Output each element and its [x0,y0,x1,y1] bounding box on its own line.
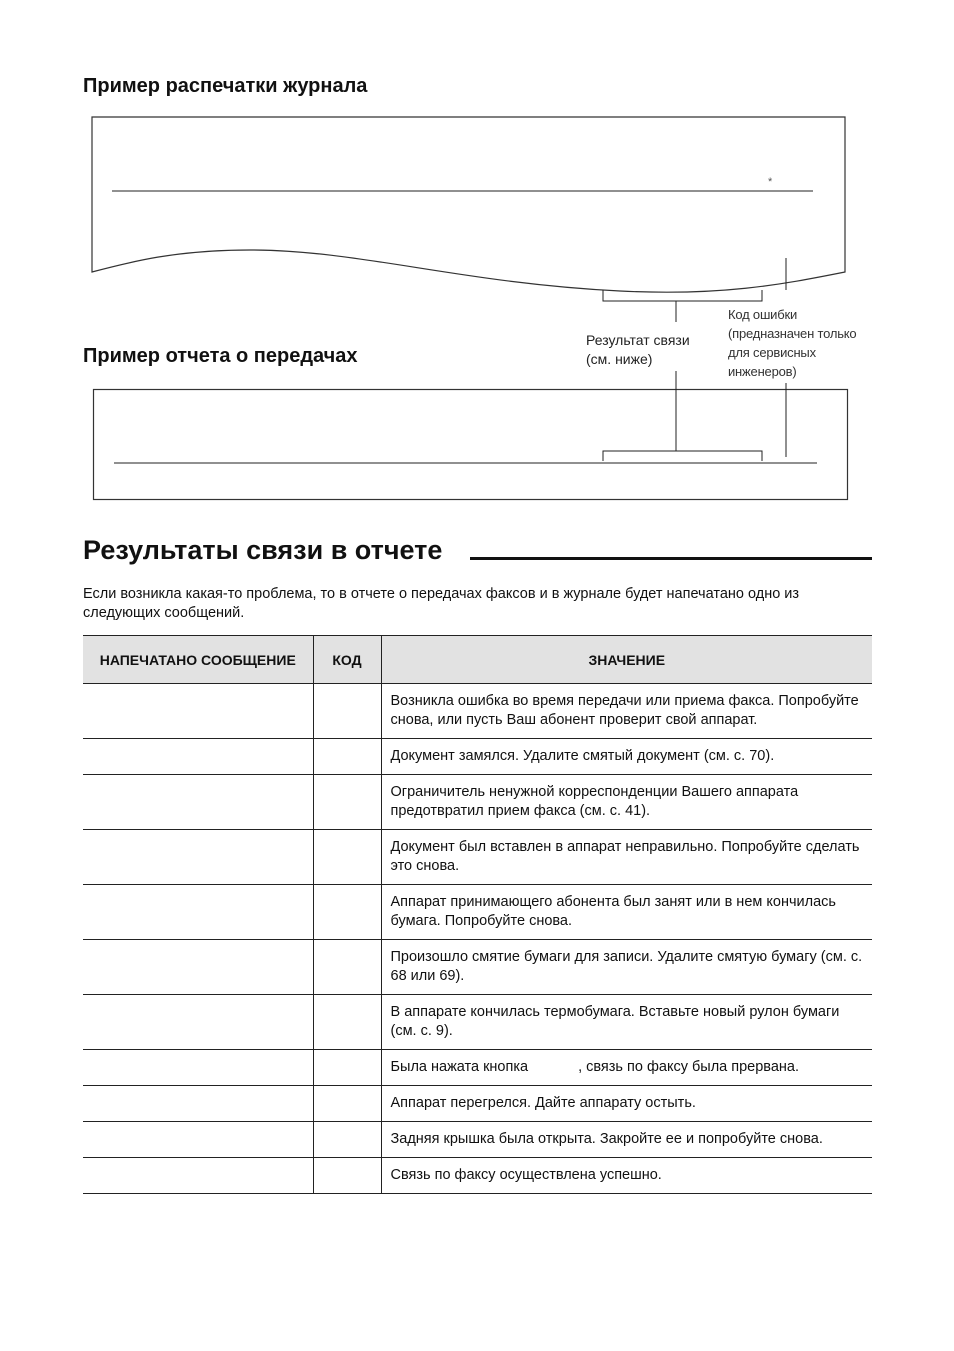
error-code-line-3: для сервисных [728,345,816,360]
meaning-cell: Ограничитель ненужной корреспонденции Вашего аппарата предотвратил прием факса (см. с. 41). [381,775,872,830]
code-cell [313,1122,381,1158]
message-cell [83,739,313,775]
table-row [83,1086,872,1122]
message-cell [83,1050,313,1086]
error-code-line-2: (предназначен только [728,326,857,341]
message-cell [83,885,313,940]
error-code-asterisk: * [768,176,773,188]
journal-paper [92,117,845,292]
code-cell [313,1050,381,1086]
error-code-callout [728,305,856,381]
results-intro: Если возникла какая-то проблема, то в отчете о передачах факсов и в журнале будет напечатано одно из следующих сообщений. [83,586,800,621]
table-row [83,1050,872,1086]
comm-result-line-2: (см. ниже) [586,351,653,367]
code-cell [313,1158,381,1194]
comm-result-callout [586,331,690,369]
table-row [83,995,872,1050]
error-code-line-4: инженеров) [728,364,797,379]
code-cell [313,1086,381,1122]
meaning-cell: Возникла ошибка во время передачи или приема факса. Попробуйте снова, или пусть Ваш абонент проверит свой аппарат. [381,684,872,739]
report-illustrations [0,0,954,520]
table-row [83,684,872,739]
message-cell [83,1086,313,1122]
meaning-cell: Аппарат перегрелся. Дайте аппарату остыть. [381,1086,872,1122]
transmission-example-title: Пример отчета о передачах [83,345,358,367]
table-row [83,1122,872,1158]
message-cell [83,775,313,830]
table-row [83,775,872,830]
table-row [83,885,872,940]
journal-example-title: Пример распечатки журнала [83,75,368,97]
results-table [83,635,872,1194]
code-cell [313,830,381,885]
comm-result-line-1: Результат связи [586,332,690,348]
code-cell [313,775,381,830]
meaning-cell: Связь по факсу осуществлена успешно. [381,1158,872,1194]
table-row [83,940,872,995]
meaning-cell: Произошло смятие бумаги для записи. Удалите смятую бумагу (см. с. 68 или 69). [381,940,872,995]
meaning-before-key: Была нажата кнопка [390,1059,529,1075]
table-row [83,830,872,885]
results-heading: Результаты связи в отчете [83,535,443,565]
code-cell [313,940,381,995]
message-cell [83,1122,313,1158]
meaning-cell: Задняя крышка была открыта. Закройте ее и попробуйте снова. [381,1122,872,1158]
meaning-cell: В аппарате кончилась термобумага. Вставьте новый рулон бумаги (см. с. 9). [381,995,872,1050]
message-cell [83,995,313,1050]
message-cell [83,830,313,885]
meaning-after-key: , связь по факсу была прервана. [578,1059,800,1075]
meaning-cell [381,1050,872,1086]
error-code-line-1: Код ошибки [728,307,798,322]
message-cell [83,684,313,739]
header-meaning: ЗНАЧЕНИЕ [381,636,872,684]
heading-rule [470,557,872,560]
table-row [83,739,872,775]
code-cell [313,885,381,940]
message-cell [83,1158,313,1194]
meaning-cell: Аппарат принимающего абонента был занят или в нем кончилась бумага. Попробуйте снова. [381,885,872,940]
results-heading-row [83,535,872,565]
message-cell [83,940,313,995]
code-cell [313,739,381,775]
meaning-cell: Документ замялся. Удалите смятый документ (см. с. 70). [381,739,872,775]
code-cell [313,995,381,1050]
meaning-cell: Документ был вставлен в аппарат неправильно. Попробуйте сделать это снова. [381,830,872,885]
transmission-paper [94,390,848,500]
table-row [83,1158,872,1194]
header-code: КОД [313,636,381,684]
code-cell [313,684,381,739]
header-message: НАПЕЧАТАНО СООБЩЕНИЕ [83,636,313,684]
table-header-row [83,636,872,684]
